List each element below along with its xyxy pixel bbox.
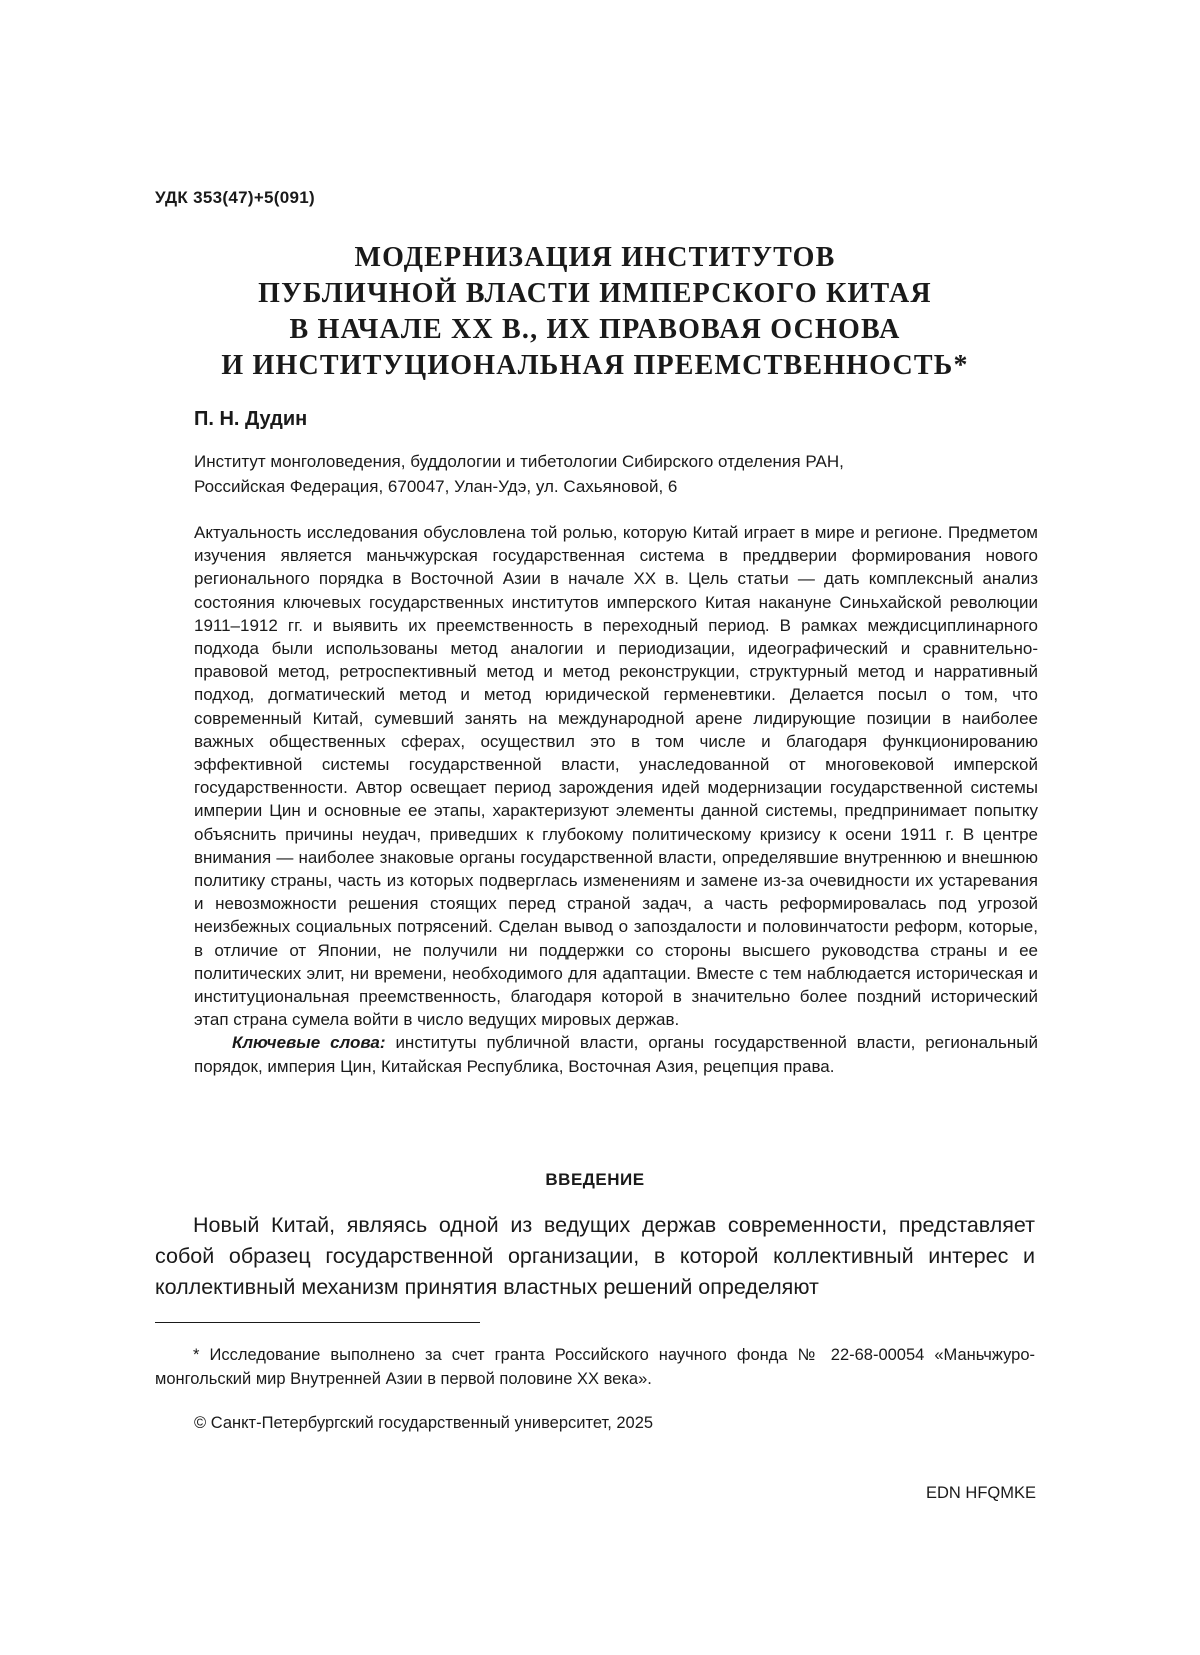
copyright: © Санкт-Петербургский государственный университет, 2025 [194, 1414, 654, 1432]
affiliation-line: Российская Федерация, 670047, Улан-Удэ, ул. Сахьяновой, 6 [194, 477, 678, 496]
title-line: МОДЕРНИЗАЦИЯ ИНСТИТУТОВ [354, 242, 836, 273]
footnote-divider [155, 1322, 480, 1323]
keywords [194, 1031, 1038, 1077]
affiliation-line: Институт монголоведения, буддологии и тибетологии Сибирского отделения РАН, [194, 452, 844, 471]
keywords-label: Ключевые слова: [232, 1033, 386, 1053]
section-heading: ВВЕДЕНИЕ [545, 1170, 645, 1189]
title-line: И ИНСТИТУЦИОНАЛЬНАЯ ПРЕЕМСТВЕННОСТЬ* [221, 350, 969, 381]
keywords-list: институты публичной власти, органы государственной власти, региональный порядок, империя Цин, Китайская Республика, Восточная Азия, рецепция права. [194, 1033, 1038, 1076]
title-line: В НАЧАЛЕ XX В., ИХ ПРАВОВАЯ ОСНОВА [289, 314, 901, 345]
affiliation [194, 449, 844, 499]
udc-code: УДК 353(47)+5(091) [155, 188, 315, 207]
title-line: ПУБЛИЧНОЙ ВЛАСТИ ИМПЕРСКОГО КИТАЯ [258, 278, 932, 309]
footnote: * Исследование выполнено за счет гранта Российского научного фонда № 22-68-00054 «Маньчжуро-монгольский мир Внутренней Азии в первой половине XX века». [155, 1346, 1035, 1388]
abstract [194, 521, 1038, 1078]
abstract-text: Актуальность исследования обусловлена той ролью, которую Китай играет в мире и регионе. Предметом изучения является маньчжурская государственная система в преддверии формирования нового регионального порядка в Восточной Азии в начале XX в. Цель статьи — дать комплексный анализ состояния ключевых государственных институтов имперского Китая накануне Синьхайской революции 1911–1912 гг. и выявить их преемственность в переходный период. В рамках междисциплинарного подхода были использованы метод аналогии и периодизации, идеографический и сравнительно-правовой метод, ретроспективный метод и метод реконструкции, структурный метод и нарративный подход, догматический метод и метод юридической герменевтики. Делается посыл о том, что современный Китай, сумевший занять на международной арене лидирующие позиции в наиболее важных общественных сферах, осуществил это в том числе и благодаря функционированию эффективной системы государственной власти, унаследованной от многовековой имперской государственности. Автор освещает период зарождения идей модернизации государственной системы империи Цин и основные ее этапы, характеризуют элементы данной системы, предпринимает попытку объяснить причины неудач, приведших к глубокому политическому кризису к осени 1911 г. В центре внимания — наиболее знаковые органы государственной власти, определявшие внутреннюю и внешнюю политику страны, часть из которых подверглась изменениям и замене из-за очевидности их устаревания и невозможности решения стоящих перед страной задач, а часть реформировалась под угрозой неизбежных социальных потрясений. Сделан вывод о запоздалости и половинчатости реформ, которые, в отличие от Японии, не получили ни поддержки со стороны высшего руководства страны и ее политических элит, ни времени, необходимого для адаптации. Вместе с тем наблюдается историческая и институциональная преемственность, благодаря которой в значительно более поздний исторический этап страна сумела войти в число ведущих мировых держав. [194, 523, 1038, 1030]
intro-paragraph: Новый Китай, являясь одной из ведущих держав современности, представляет собой образец государственной организации, в которой коллективный интерес и коллективный механизм принятия властных решений определяют [155, 1213, 1035, 1299]
article-title [150, 240, 1040, 384]
edn-code: EDN HFQMKE [925, 1484, 1036, 1502]
author-name: П. Н. Дудин [194, 408, 308, 430]
